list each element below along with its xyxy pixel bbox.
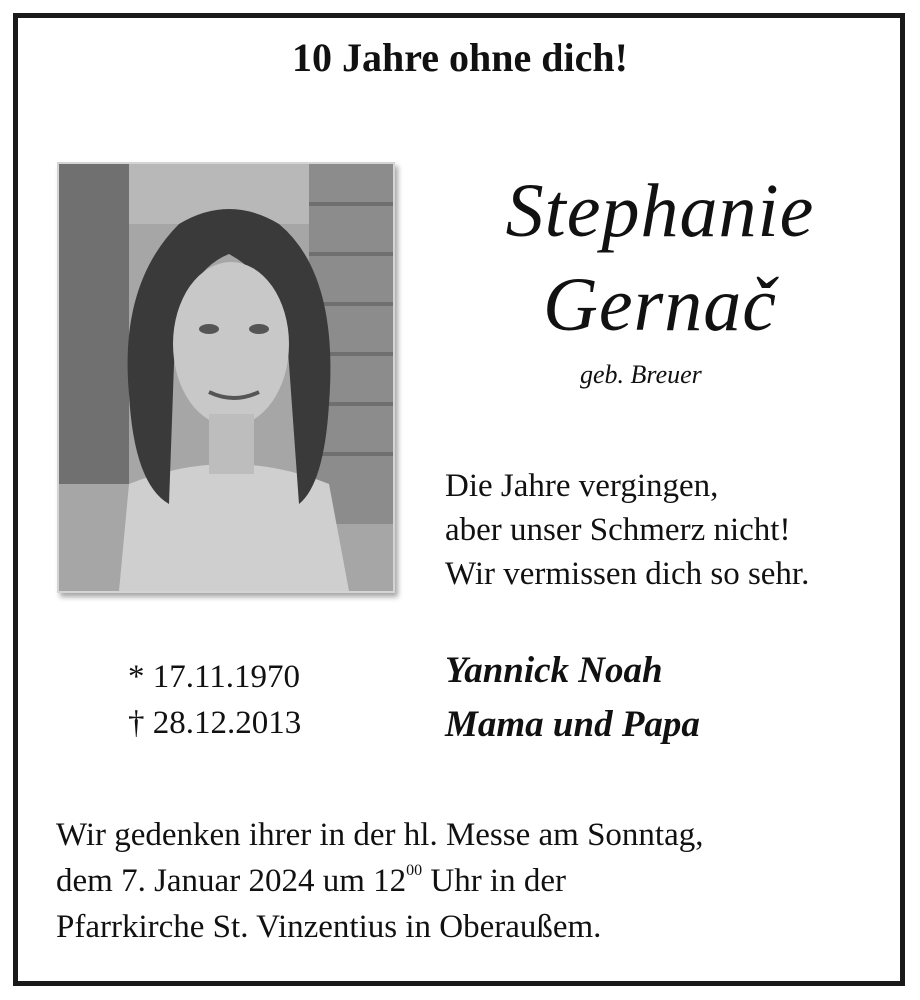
verse-line: aber unser Schmerz nicht!: [445, 512, 791, 548]
mourner-line: Mama und Papa: [445, 704, 700, 745]
verse-line: Wir vermissen dich so sehr.: [445, 556, 810, 592]
mass-line-2-end: Uhr in der: [422, 863, 566, 899]
mass-announcement: [56, 812, 704, 950]
verse-line: Die Jahre vergingen,: [445, 468, 719, 504]
mass-line-1: Wir gedenken ihrer in der hl. Messe am Sonntag,: [56, 817, 704, 853]
last-name: Gernač: [543, 263, 777, 347]
mass-date: dem 7. Januar 2024 um 12: [56, 863, 407, 899]
first-name: Stephanie: [505, 169, 815, 253]
mass-time-minutes: 00: [406, 862, 423, 879]
mourners: [445, 644, 700, 752]
mass-line-2: [56, 858, 704, 904]
mass-line-3: Pfarrkirche St. Vinzentius in Oberaußem.: [56, 909, 602, 945]
maiden-name: geb. Breuer: [580, 360, 702, 389]
mourner-line: Yannick Noah: [445, 650, 663, 691]
life-dates: [128, 654, 301, 746]
notice-heading: 10 Jahre ohne dich!: [292, 35, 628, 80]
portrait-photo: [57, 162, 395, 593]
birth-date: * 17.11.1970: [128, 659, 301, 695]
death-date: † 28.12.2013: [128, 705, 302, 741]
memorial-verse: [445, 464, 809, 596]
